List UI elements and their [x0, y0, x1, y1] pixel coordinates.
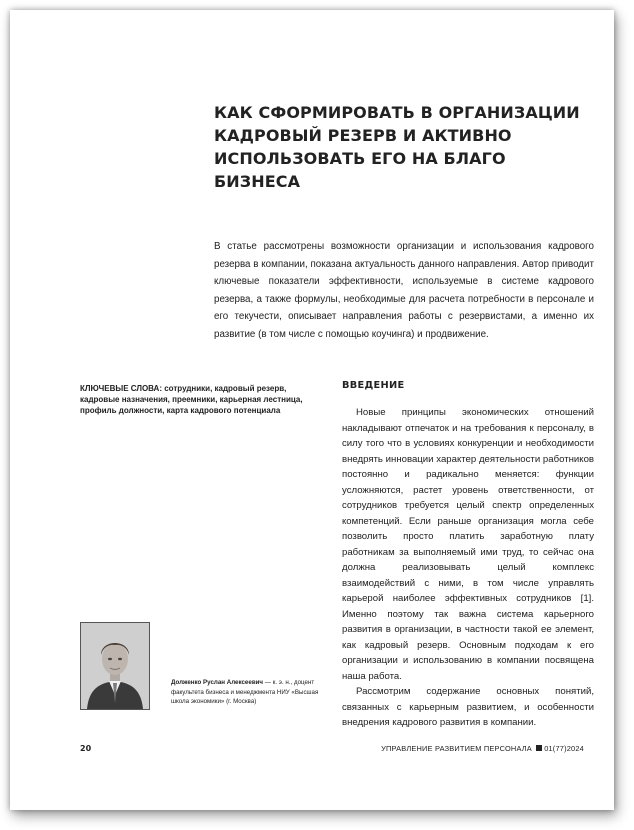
keywords-block	[80, 383, 325, 416]
author-details: — к. э. н., доцент факультета бизнеса и менеджмента НИУ «Высшая школа экономики» (г. Москва)	[171, 679, 319, 706]
page-number: 20	[80, 744, 92, 753]
keywords-list: сотрудники, кадровый резерв, кадровые назначения, преемники, карьерная лестница, профиль должности, карта кадрового потенциала	[80, 384, 303, 415]
journal-page	[10, 10, 614, 810]
article-title: КАК СФОРМИРОВАТЬ В ОРГАНИЗАЦИИ КАДРОВЫЙ РЕЗЕРВ И АКТИВНО ИСПОЛЬЗОВАТЬ ЕГО НА БЛАГО БИЗНЕСА	[214, 103, 580, 191]
black-square-icon	[536, 745, 542, 751]
author-info	[171, 678, 331, 707]
journal-footer	[381, 744, 584, 753]
article-body	[342, 405, 594, 731]
portrait-photo-icon	[81, 623, 149, 709]
body-paragraph-2: Рассмотрим содержание основных понятий, связанных с карьерным развитием, и особенности внедрения кадрового развития в компании.	[342, 686, 594, 728]
keywords-label: КЛЮЧЕВЫЕ СЛОВА:	[80, 384, 162, 393]
author-photo	[80, 622, 150, 710]
author-name: Долженко Руслан Алексеевич	[171, 679, 264, 686]
body-paragraph-1: Новые принципы экономических отношений накладывают отпечаток и на требования к персоналу, в силу того что в условиях конкуренции и необходимости внедрять инновации характер деятельности работников постоянно и радикально меняется: функции усложняются, растет уровень ответственности, от сотрудников требуется целый спектр определенных компетенций. Если раньше организация могла себе позволить просто платить заработную плату работникам за выполняемый ими труд, то сейчас она должна реализовывать целый комплекс взаимодействий с ними, в том числе управлять карьерой наиболее эффективных сотрудников [1]. Именно поэтому так важна система карьерного развития в организации, в частности такой ее элемент, как кадровый резерв. Основным подходам к его организации и использованию в компании посвящена наша работа.	[342, 407, 594, 682]
section-title: ВВЕДЕНИЕ	[342, 380, 405, 391]
article-abstract: В статье рассмотрены возможности организации и использования кадрового резерва в компании, показана актуальность данного направления. Автор приводит ключевые показатели эффективности, используемые в системе кадрового резерва, а также формулы, необходимые для расчета потребности в персонале и его текучести, описывает направления работы с резервистами, а именно их развитие (в том числе с помощью коучинга) и продвижение.	[214, 241, 594, 340]
journal-issue: 01(77)2024	[544, 744, 584, 753]
journal-name: УПРАВЛЕНИЕ РАЗВИТИЕМ ПЕРСОНАЛА	[381, 744, 532, 753]
